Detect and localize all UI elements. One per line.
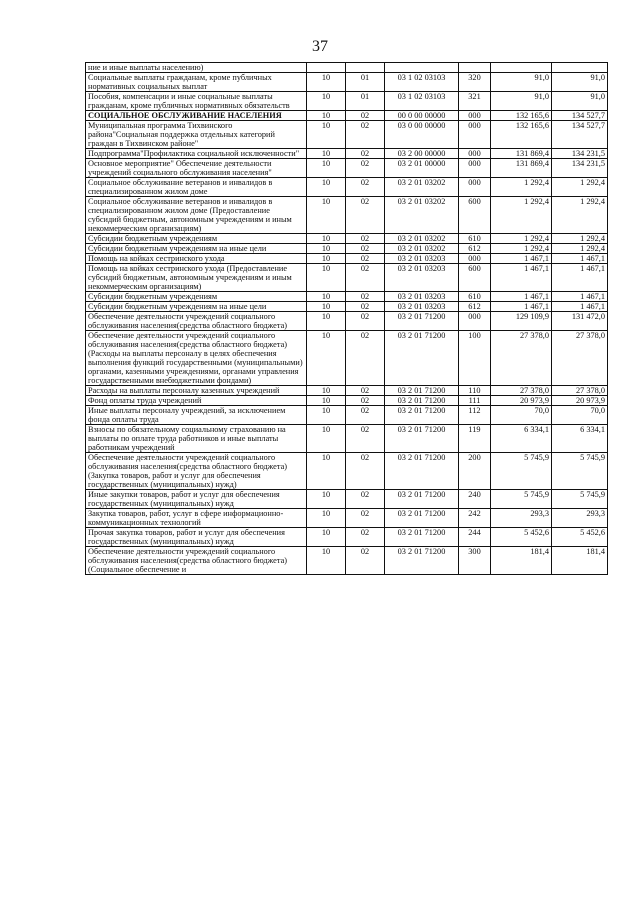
- row-name-cell: Социальное обслуживание ветеранов и инвалидов в специализированном жилом доме: [86, 178, 307, 197]
- expense-type-cell: 600: [459, 264, 491, 292]
- section-code-cell: 10: [307, 302, 346, 312]
- target-article-cell: 03 2 01 00000: [385, 159, 459, 178]
- section-code-cell: 10: [307, 425, 346, 453]
- table-row: [86, 547, 608, 575]
- amount-year1-cell: 131 869,4: [491, 159, 552, 178]
- target-article-cell: 03 2 01 03203: [385, 254, 459, 264]
- amount-year1-cell: 293,3: [491, 509, 552, 528]
- amount-year2-cell: 1 292,4: [552, 234, 608, 244]
- subsection-code-cell: 02: [346, 254, 385, 264]
- expense-type-cell: 612: [459, 244, 491, 254]
- row-name-cell: Помощь на койках сестринского ухода: [86, 254, 307, 264]
- amount-year1-cell: 129 109,9: [491, 312, 552, 331]
- table-row: [86, 121, 608, 149]
- subsection-code-cell: 02: [346, 159, 385, 178]
- target-article-cell: 03 2 01 03203: [385, 302, 459, 312]
- row-name-cell: Подпрограмма"Профилактика социальной исключенности": [86, 149, 307, 159]
- amount-year2-cell: 5 745,9: [552, 453, 608, 490]
- target-article-cell: 00 0 00 00000: [385, 111, 459, 121]
- section-code-cell: 10: [307, 312, 346, 331]
- target-article-cell: [385, 63, 459, 73]
- table-row: [86, 509, 608, 528]
- subsection-code-cell: 02: [346, 292, 385, 302]
- row-name-cell: Прочая закупка товаров, работ и услуг для обеспечения государственных (муниципальных) нужд: [86, 528, 307, 547]
- amount-year2-cell: 1 292,4: [552, 197, 608, 234]
- expense-type-cell: 610: [459, 292, 491, 302]
- row-name-cell: Основное мероприятие" Обеспечение деятельности учреждений социального обслуживания населения": [86, 159, 307, 178]
- target-article-cell: 03 1 02 03103: [385, 92, 459, 111]
- table-row: [86, 178, 608, 197]
- section-code-cell: 10: [307, 406, 346, 425]
- row-name-cell: Обеспечение деятельности учреждений социального обслуживания населения(средства областного бюджета) (Социальное обеспечение и: [86, 547, 307, 575]
- amount-year2-cell: 27 378,0: [552, 331, 608, 386]
- amount-year1-cell: 1 467,1: [491, 292, 552, 302]
- subsection-code-cell: 02: [346, 111, 385, 121]
- expense-type-cell: 200: [459, 453, 491, 490]
- section-code-cell: 10: [307, 547, 346, 575]
- page-number: 37: [312, 38, 328, 55]
- amount-year2-cell: 134 231,5: [552, 149, 608, 159]
- subsection-code-cell: 01: [346, 92, 385, 111]
- table-row: [86, 396, 608, 406]
- expense-type-cell: 300: [459, 547, 491, 575]
- amount-year1-cell: 132 165,6: [491, 121, 552, 149]
- target-article-cell: 03 2 01 71200: [385, 547, 459, 575]
- target-article-cell: 03 2 01 71200: [385, 331, 459, 386]
- expense-type-cell: 242: [459, 509, 491, 528]
- row-name-cell: Взносы по обязательному социальному страхованию на выплаты по оплате труда работников и иные выплаты работникам учреждений: [86, 425, 307, 453]
- amount-year1-cell: 131 869,4: [491, 149, 552, 159]
- expense-type-cell: 321: [459, 92, 491, 111]
- row-name-cell: Помощь на койках сестринского ухода (Предоставление субсидий бюджетным, автономным учреждениям и иным некоммерческим организациям): [86, 264, 307, 292]
- table-row: [86, 490, 608, 509]
- expense-type-cell: 112: [459, 406, 491, 425]
- amount-year1-cell: 5 745,9: [491, 453, 552, 490]
- amount-year2-cell: 5 452,6: [552, 528, 608, 547]
- table-row: [86, 453, 608, 490]
- subsection-code-cell: 02: [346, 528, 385, 547]
- amount-year1-cell: 70,0: [491, 406, 552, 425]
- table-row: [86, 312, 608, 331]
- amount-year2-cell: 134 527,7: [552, 121, 608, 149]
- row-name-cell: Обеспечение деятельности учреждений социального обслуживания населения(средства областного бюджета): [86, 312, 307, 331]
- budget-table: [85, 62, 608, 575]
- subsection-code-cell: 02: [346, 234, 385, 244]
- section-code-cell: 10: [307, 121, 346, 149]
- amount-year2-cell: 27 378,0: [552, 386, 608, 396]
- row-name-cell: Социальные выплаты гражданам, кроме публичных нормативных социальных выплат: [86, 73, 307, 92]
- subsection-code-cell: 02: [346, 312, 385, 331]
- row-name-cell: Иные закупки товаров, работ и услуг для обеспечения государственных (муниципальных) нужд: [86, 490, 307, 509]
- target-article-cell: 03 2 01 03202: [385, 234, 459, 244]
- amount-year1-cell: 1 467,1: [491, 254, 552, 264]
- expense-type-cell: 000: [459, 312, 491, 331]
- target-article-cell: 03 2 01 03202: [385, 178, 459, 197]
- table-row: [86, 234, 608, 244]
- expense-type-cell: 320: [459, 73, 491, 92]
- amount-year1-cell: 20 973,9: [491, 396, 552, 406]
- target-article-cell: 03 2 01 03202: [385, 244, 459, 254]
- target-article-cell: 03 2 01 03202: [385, 197, 459, 234]
- amount-year2-cell: 181,4: [552, 547, 608, 575]
- table-row: [86, 197, 608, 234]
- target-article-cell: 03 1 02 03103: [385, 73, 459, 92]
- row-name-cell: Пособия, компенсации и иные социальные выплаты гражданам, кроме публичных нормативных обязательств: [86, 92, 307, 111]
- target-article-cell: 03 0 00 00000: [385, 121, 459, 149]
- table-row: [86, 159, 608, 178]
- amount-year2-cell: 131 472,0: [552, 312, 608, 331]
- row-name-cell: Расходы на выплаты персоналу казенных учреждений: [86, 386, 307, 396]
- target-article-cell: 03 2 01 71200: [385, 396, 459, 406]
- section-code-cell: 10: [307, 73, 346, 92]
- section-code-cell: 10: [307, 244, 346, 254]
- expense-type-cell: 110: [459, 386, 491, 396]
- row-name-cell: ние и иные выплаты населению): [86, 63, 307, 73]
- amount-year2-cell: 1 467,1: [552, 292, 608, 302]
- target-article-cell: 03 2 01 71200: [385, 490, 459, 509]
- subsection-code-cell: 02: [346, 386, 385, 396]
- expense-type-cell: 119: [459, 425, 491, 453]
- section-code-cell: 10: [307, 292, 346, 302]
- amount-year1-cell: 1 467,1: [491, 302, 552, 312]
- row-name-cell: Закупка товаров, работ, услуг в сфере информационно-коммуникационных технологий: [86, 509, 307, 528]
- amount-year2-cell: 134 231,5: [552, 159, 608, 178]
- section-code-cell: 10: [307, 453, 346, 490]
- table-row: [86, 149, 608, 159]
- table-row: [86, 92, 608, 111]
- subsection-code-cell: 02: [346, 197, 385, 234]
- row-name-cell: Фонд оплаты труда учреждений: [86, 396, 307, 406]
- table-row: [86, 528, 608, 547]
- amount-year1-cell: 5 452,6: [491, 528, 552, 547]
- expense-type-cell: 111: [459, 396, 491, 406]
- amount-year2-cell: 20 973,9: [552, 396, 608, 406]
- row-name-cell: Субсидии бюджетным учреждениям: [86, 292, 307, 302]
- section-code-cell: 10: [307, 528, 346, 547]
- row-name-cell: Муниципальная программа Тихвинского района"Социальная поддержка отдельных категорий граждан в Тихвинском районе": [86, 121, 307, 149]
- amount-year2-cell: 1 292,4: [552, 178, 608, 197]
- amount-year2-cell: 1 467,1: [552, 254, 608, 264]
- amount-year1-cell: 1 292,4: [491, 244, 552, 254]
- amount-year2-cell: 293,3: [552, 509, 608, 528]
- table-row: [86, 63, 608, 73]
- amount-year2-cell: 1 467,1: [552, 302, 608, 312]
- row-name-cell: Иные выплаты персоналу учреждений, за исключением фонда оплаты труда: [86, 406, 307, 425]
- table-row: [86, 331, 608, 386]
- row-name-cell: Субсидии бюджетным учреждениям на иные цели: [86, 244, 307, 254]
- expense-type-cell: 612: [459, 302, 491, 312]
- subsection-code-cell: 02: [346, 425, 385, 453]
- subsection-code-cell: 02: [346, 178, 385, 197]
- subsection-code-cell: [346, 63, 385, 73]
- section-code-cell: 10: [307, 396, 346, 406]
- table-row: [86, 292, 608, 302]
- expense-type-cell: 610: [459, 234, 491, 244]
- subsection-code-cell: 02: [346, 547, 385, 575]
- target-article-cell: 03 2 01 03203: [385, 264, 459, 292]
- row-name-cell: Обеспечение деятельности учреждений социального обслуживания населения(средства областного бюджета) (Расходы на выплаты персоналу в целях обеспечения выполнения функций государственными (муниципальными) органами, казенными учреждениями, органами управления государственными внебюджетными фондами): [86, 331, 307, 386]
- amount-year2-cell: 91,0: [552, 73, 608, 92]
- subsection-code-cell: 02: [346, 244, 385, 254]
- expense-type-cell: 000: [459, 178, 491, 197]
- section-code-cell: 10: [307, 331, 346, 386]
- subsection-code-cell: 02: [346, 331, 385, 386]
- subsection-code-cell: 02: [346, 149, 385, 159]
- amount-year1-cell: 132 165,6: [491, 111, 552, 121]
- subsection-code-cell: 02: [346, 509, 385, 528]
- section-code-cell: 10: [307, 197, 346, 234]
- expense-type-cell: 000: [459, 121, 491, 149]
- section-code-cell: 10: [307, 111, 346, 121]
- row-name-cell: Социальное обслуживание ветеранов и инвалидов в специализированном жилом доме (Предоставление субсидий бюджетным, автономным учреждениям и иным некоммерческим организациям): [86, 197, 307, 234]
- subsection-code-cell: 01: [346, 73, 385, 92]
- expense-type-cell: 240: [459, 490, 491, 509]
- amount-year2-cell: 1 467,1: [552, 264, 608, 292]
- section-code-cell: 10: [307, 264, 346, 292]
- section-code-cell: 10: [307, 386, 346, 396]
- subsection-code-cell: 02: [346, 396, 385, 406]
- amount-year1-cell: 181,4: [491, 547, 552, 575]
- section-code-cell: 10: [307, 159, 346, 178]
- target-article-cell: 03 2 01 71200: [385, 453, 459, 490]
- row-name-cell: Субсидии бюджетным учреждениям на иные цели: [86, 302, 307, 312]
- amount-year1-cell: 27 378,0: [491, 331, 552, 386]
- amount-year2-cell: 91,0: [552, 92, 608, 111]
- amount-year1-cell: 1 292,4: [491, 178, 552, 197]
- target-article-cell: 03 2 01 71200: [385, 509, 459, 528]
- amount-year1-cell: 91,0: [491, 73, 552, 92]
- table-row: [86, 425, 608, 453]
- amount-year1-cell: 1 292,4: [491, 197, 552, 234]
- amount-year1-cell: 27 378,0: [491, 386, 552, 396]
- expense-type-cell: 000: [459, 159, 491, 178]
- section-code-cell: 10: [307, 254, 346, 264]
- table-row: [86, 406, 608, 425]
- row-name-cell: СОЦИАЛЬНОЕ ОБСЛУЖИВАНИЕ НАСЕЛЕНИЯ: [86, 111, 307, 121]
- subsection-code-cell: 02: [346, 302, 385, 312]
- expense-type-cell: 000: [459, 149, 491, 159]
- section-code-cell: 10: [307, 149, 346, 159]
- amount-year1-cell: 6 334,1: [491, 425, 552, 453]
- expense-type-cell: 100: [459, 331, 491, 386]
- amount-year2-cell: 134 527,7: [552, 111, 608, 121]
- subsection-code-cell: 02: [346, 490, 385, 509]
- amount-year2-cell: 70,0: [552, 406, 608, 425]
- table-row: [86, 73, 608, 92]
- amount-year1-cell: 1 292,4: [491, 234, 552, 244]
- expense-type-cell: 000: [459, 111, 491, 121]
- subsection-code-cell: 02: [346, 406, 385, 425]
- subsection-code-cell: 02: [346, 121, 385, 149]
- expense-type-cell: 244: [459, 528, 491, 547]
- section-code-cell: 10: [307, 509, 346, 528]
- section-code-cell: [307, 63, 346, 73]
- expense-type-cell: 600: [459, 197, 491, 234]
- section-code-cell: 10: [307, 234, 346, 244]
- row-name-cell: Субсидии бюджетным учреждениям: [86, 234, 307, 244]
- amount-year2-cell: 6 334,1: [552, 425, 608, 453]
- target-article-cell: 03 2 01 71200: [385, 312, 459, 331]
- target-article-cell: 03 2 01 71200: [385, 425, 459, 453]
- table-row: [86, 111, 608, 121]
- section-code-cell: 10: [307, 178, 346, 197]
- expense-type-cell: [459, 63, 491, 73]
- amount-year1-cell: [491, 63, 552, 73]
- amount-year2-cell: 5 745,9: [552, 490, 608, 509]
- amount-year2-cell: 1 292,4: [552, 244, 608, 254]
- target-article-cell: 03 2 01 03203: [385, 292, 459, 302]
- subsection-code-cell: 02: [346, 453, 385, 490]
- budget-table-body: [86, 63, 608, 575]
- table-row: [86, 244, 608, 254]
- section-code-cell: 10: [307, 490, 346, 509]
- table-row: [86, 302, 608, 312]
- table-row: [86, 254, 608, 264]
- target-article-cell: 03 2 01 71200: [385, 528, 459, 547]
- amount-year1-cell: 1 467,1: [491, 264, 552, 292]
- target-article-cell: 03 2 01 71200: [385, 386, 459, 396]
- amount-year1-cell: 91,0: [491, 92, 552, 111]
- table-row: [86, 264, 608, 292]
- table-row: [86, 386, 608, 396]
- row-name-cell: Обеспечение деятельности учреждений социального обслуживания населения(средства областного бюджета) (Закупка товаров, работ и услуг для обеспечения государственных (муниципальных) нужд): [86, 453, 307, 490]
- amount-year1-cell: 5 745,9: [491, 490, 552, 509]
- amount-year2-cell: [552, 63, 608, 73]
- expense-type-cell: 000: [459, 254, 491, 264]
- subsection-code-cell: 02: [346, 264, 385, 292]
- section-code-cell: 10: [307, 92, 346, 111]
- target-article-cell: 03 2 00 00000: [385, 149, 459, 159]
- target-article-cell: 03 2 01 71200: [385, 406, 459, 425]
